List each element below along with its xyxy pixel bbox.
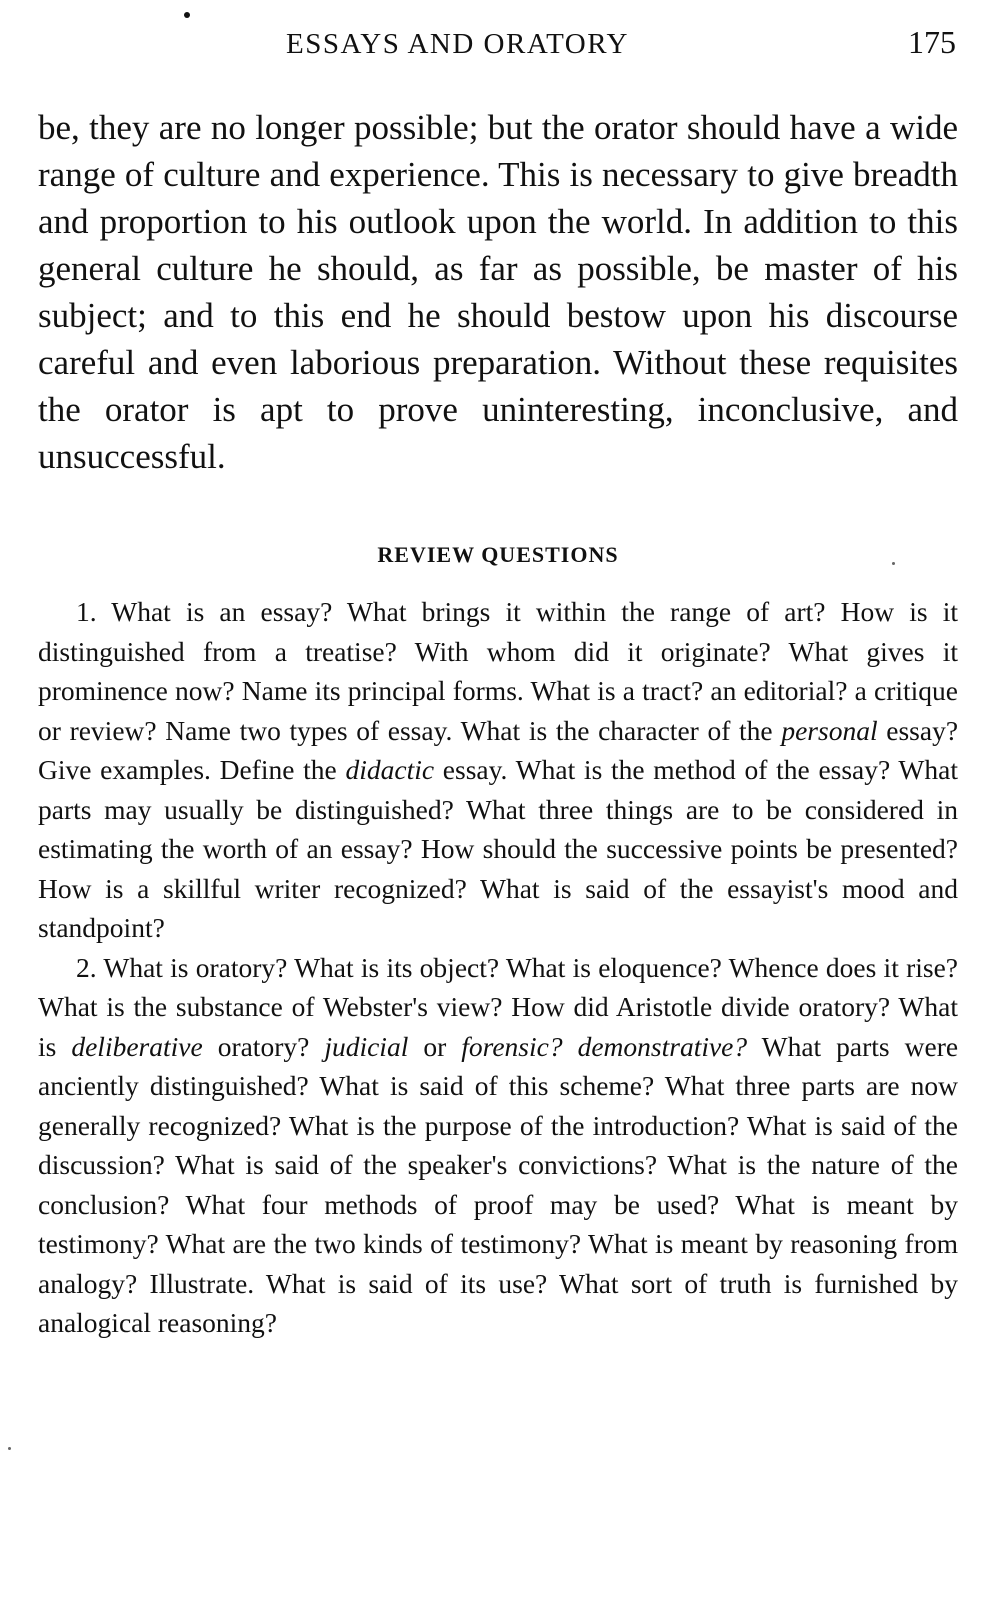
question-text: What is oratory? What is its object? What is eloquence? Whence does it rise? What is the substance of Webster's view? How did Aristotle divide oratory? What is [38,951,958,1062]
ink-speck [8,1447,11,1450]
ink-dot [184,12,190,18]
section-title: REVIEW QUESTIONS [377,542,619,567]
italic-term: didactic [345,754,435,785]
page-number: 175 [908,24,956,60]
review-question-1 [38,592,958,948]
question-text: essay? Give examples. Define the [38,714,959,785]
italic-term: forensic? demonstrative? [461,1030,748,1062]
page-header [38,22,958,70]
italic-term: personal [781,714,878,746]
lead-paragraph: be, they are no longer possible; but the orator should have a wide range of culture and experience. This is necessary to give breadth and proportion to his outlook upon the world. In addition to this general culture he should, as far as possible, be master of his subject; and to this end he should bestow upon his discourse careful and even laborious preparation. Without these requisites the orator is apt to prove uninteresting, inconclusive, and unsuccessful. [38,108,958,476]
question-text: What parts were anciently distinguished? What is said of this scheme? What three parts are now generally recognized? What is the purpose of the introduction? What is said of the discussion? What is said of the speaker's convictions? What is the nature of the conclusion? What four methods of proof may be used? What is meant by testimony? What are the two kinds of testimony? What is meant by reasoning from analogy? Illustrate. What is said of its use? What sort of truth is furnished by analogical reasoning? [38,1030,959,1338]
running-title: ESSAYS AND ORATORY [286,28,629,60]
question-number: 1. [76,596,97,627]
italic-term: deliberative [71,1030,203,1062]
question-text: essay. What is the method of the essay? What parts may usually be distinguished? What three things are to be considered in estimating the worth of an essay? How should the successive points be presented? How is a skillful writer recognized? What is said of the essayist's mood and standpoint? [38,754,958,943]
question-text: oratory? [217,1030,310,1062]
review-question-2 [38,948,958,1343]
question-text: or [423,1030,447,1062]
page-body [38,104,958,1343]
italic-term: judicial [324,1030,409,1062]
question-text: What is an essay? What brings it within the range of art? How is it distinguished from a treatise? With whom did it originate? What gives it prominence now? Name its principal forms. What is a tract? an editorial? a critique or review? Name two types of essay. What is the character of the [38,596,958,746]
question-number: 2. [76,951,97,983]
